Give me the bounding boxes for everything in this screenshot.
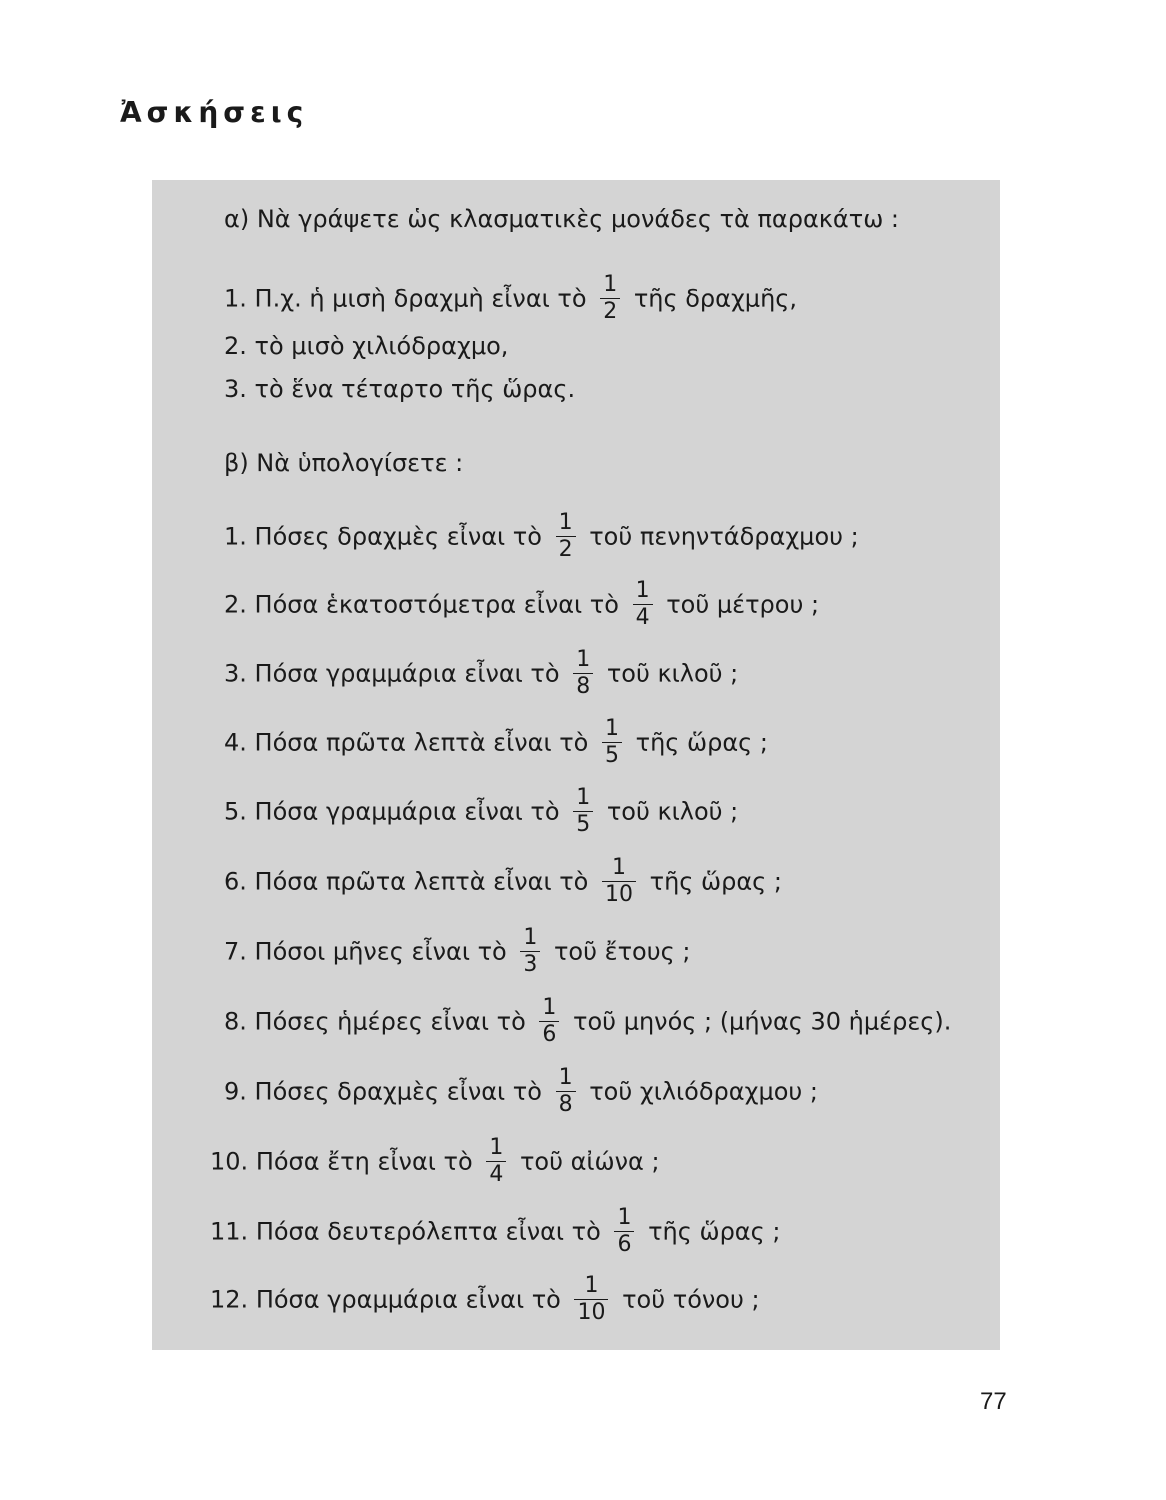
item-text: τὸ μισὸ χιλιόδραχμο, bbox=[254, 332, 509, 360]
fraction bbox=[602, 855, 636, 908]
fraction-numerator: 1 bbox=[520, 925, 540, 952]
fraction-denominator: 8 bbox=[558, 1092, 573, 1117]
item-number: 10. bbox=[210, 1147, 249, 1176]
item-number: 1. bbox=[224, 284, 247, 313]
item-text-after: τοῦ κιλοῦ ; bbox=[606, 659, 739, 688]
item-number: 11. bbox=[210, 1217, 249, 1246]
item-text-before: Πόσα δευτερόλεπτα εἶναι τὸ bbox=[255, 1217, 601, 1246]
fraction-numerator: 1 bbox=[573, 647, 593, 674]
fraction bbox=[573, 785, 593, 838]
item-text-after: τῆς δραχμῆς, bbox=[633, 284, 797, 313]
part-b-item-4 bbox=[224, 716, 768, 769]
item-text-after: τῆς ὥρας ; bbox=[649, 867, 782, 896]
part-b-item-12 bbox=[210, 1273, 760, 1326]
item-number: 4. bbox=[224, 728, 247, 757]
part-a-item-1 bbox=[224, 272, 797, 325]
item-text-before: Π.χ. ἡ μισὴ δραχμὴ εἶναι τὸ bbox=[254, 284, 587, 313]
part-a-item-3 bbox=[224, 373, 575, 404]
part-b-item-10 bbox=[210, 1135, 660, 1188]
item-text-after: τῆς ὥρας ; bbox=[648, 1217, 781, 1246]
item-text-after: τοῦ πενηντάδραχμου ; bbox=[589, 522, 859, 551]
item-text-after: τοῦ ἔτους ; bbox=[553, 937, 691, 966]
item-number: 1. bbox=[224, 522, 247, 551]
item-text-after: τοῦ μέτρου ; bbox=[666, 590, 820, 619]
fraction-numerator: 1 bbox=[602, 855, 636, 882]
fraction-numerator: 1 bbox=[486, 1135, 506, 1162]
item-number: 7. bbox=[224, 937, 247, 966]
fraction-numerator: 1 bbox=[614, 1205, 634, 1232]
item-text-after: τοῦ αἰώνα ; bbox=[519, 1147, 660, 1176]
item-number: 8. bbox=[224, 1007, 247, 1036]
fraction bbox=[602, 716, 622, 769]
fraction bbox=[600, 272, 620, 325]
fraction-numerator: 1 bbox=[539, 995, 559, 1022]
item-text-before: Πόσα ἑκατοστόμετρα εἶναι τὸ bbox=[254, 590, 619, 619]
part-a-heading: α) Νὰ γράψετε ὡς κλασματικὲς μονάδες τὰ παρακάτω : bbox=[224, 205, 900, 233]
part-b-item-1 bbox=[224, 510, 859, 563]
fraction-numerator: 1 bbox=[556, 510, 576, 537]
item-number: 3. bbox=[224, 375, 247, 403]
item-text-before: Πόσα γραμμάρια εἶναι τὸ bbox=[254, 797, 560, 826]
item-number: 9. bbox=[224, 1077, 247, 1106]
part-b-item-5 bbox=[224, 785, 738, 838]
item-text-before: Πόσες δραχμὲς εἶναι τὸ bbox=[254, 1077, 542, 1106]
fraction bbox=[614, 1205, 634, 1258]
part-b-item-8 bbox=[224, 995, 951, 1048]
fraction-denominator: 5 bbox=[576, 812, 591, 837]
page-title: Ἀσκήσεις bbox=[120, 96, 309, 129]
fraction-denominator: 8 bbox=[576, 674, 591, 699]
page-number: 77 bbox=[980, 1388, 1007, 1415]
fraction bbox=[556, 510, 576, 563]
fraction-denominator: 3 bbox=[523, 952, 538, 977]
item-text-before: Πόσα γραμμάρια εἶναι τὸ bbox=[255, 1285, 561, 1314]
item-text-before: Πόσα ἔτη εἶναι τὸ bbox=[255, 1147, 473, 1176]
item-text-after: τοῦ μηνός ; (μήνας 30 ἡμέρες). bbox=[573, 1007, 952, 1036]
fraction-denominator: 6 bbox=[542, 1022, 557, 1047]
item-text-after: τοῦ τόνου ; bbox=[622, 1285, 760, 1314]
fraction-denominator: 6 bbox=[617, 1232, 632, 1257]
part-b-item-2 bbox=[224, 578, 819, 631]
fraction-numerator: 1 bbox=[633, 578, 653, 605]
fraction bbox=[520, 925, 540, 978]
part-b-item-7 bbox=[224, 925, 690, 978]
part-a-item-2 bbox=[224, 330, 508, 361]
part-b-heading: β) Νὰ ὑπολογίσετε : bbox=[224, 449, 464, 477]
part-b-item-3 bbox=[224, 647, 738, 700]
item-number: 2. bbox=[224, 332, 247, 360]
item-number: 5. bbox=[224, 797, 247, 826]
fraction bbox=[573, 647, 593, 700]
item-text: τὸ ἕνα τέταρτο τῆς ὥρας. bbox=[254, 375, 576, 403]
part-b-item-9 bbox=[224, 1065, 818, 1118]
fraction-numerator: 1 bbox=[573, 785, 593, 812]
fraction bbox=[633, 578, 653, 631]
fraction bbox=[556, 1065, 576, 1118]
fraction-denominator: 2 bbox=[558, 537, 573, 562]
fraction-numerator: 1 bbox=[600, 272, 620, 299]
item-text-before: Πόσες ἡμέρες εἶναι τὸ bbox=[254, 1007, 526, 1036]
item-number: 2. bbox=[224, 590, 247, 619]
exercise-panel bbox=[152, 180, 1000, 1350]
fraction-denominator: 2 bbox=[603, 299, 618, 324]
item-text-before: Πόσα πρῶτα λεπτὰ εἶναι τὸ bbox=[254, 867, 589, 896]
item-number: 3. bbox=[224, 659, 247, 688]
item-text-before: Πόσες δραχμὲς εἶναι τὸ bbox=[254, 522, 542, 551]
part-b-item-11 bbox=[210, 1205, 780, 1258]
item-text-after: τοῦ χιλιόδραχμου ; bbox=[589, 1077, 819, 1106]
fraction-numerator: 1 bbox=[556, 1065, 576, 1092]
fraction-denominator: 5 bbox=[604, 743, 619, 768]
item-text-before: Πόσα γραμμάρια εἶναι τὸ bbox=[254, 659, 560, 688]
part-b-item-6 bbox=[224, 855, 782, 908]
fraction bbox=[574, 1273, 608, 1326]
fraction-numerator: 1 bbox=[602, 716, 622, 743]
fraction bbox=[486, 1135, 506, 1188]
item-text-after: τοῦ κιλοῦ ; bbox=[606, 797, 739, 826]
item-text-before: Πόσοι μῆνες εἶναι τὸ bbox=[254, 937, 507, 966]
fraction-denominator: 4 bbox=[635, 605, 650, 630]
fraction-denominator: 4 bbox=[489, 1162, 504, 1187]
fraction-denominator: 10 bbox=[577, 1300, 606, 1325]
item-number: 6. bbox=[224, 867, 247, 896]
fraction-numerator: 1 bbox=[574, 1273, 608, 1300]
item-number: 12. bbox=[210, 1285, 249, 1314]
item-text-before: Πόσα πρῶτα λεπτὰ εἶναι τὸ bbox=[254, 728, 589, 757]
item-text-after: τῆς ὥρας ; bbox=[635, 728, 768, 757]
fraction-denominator: 10 bbox=[604, 882, 633, 907]
fraction bbox=[539, 995, 559, 1048]
